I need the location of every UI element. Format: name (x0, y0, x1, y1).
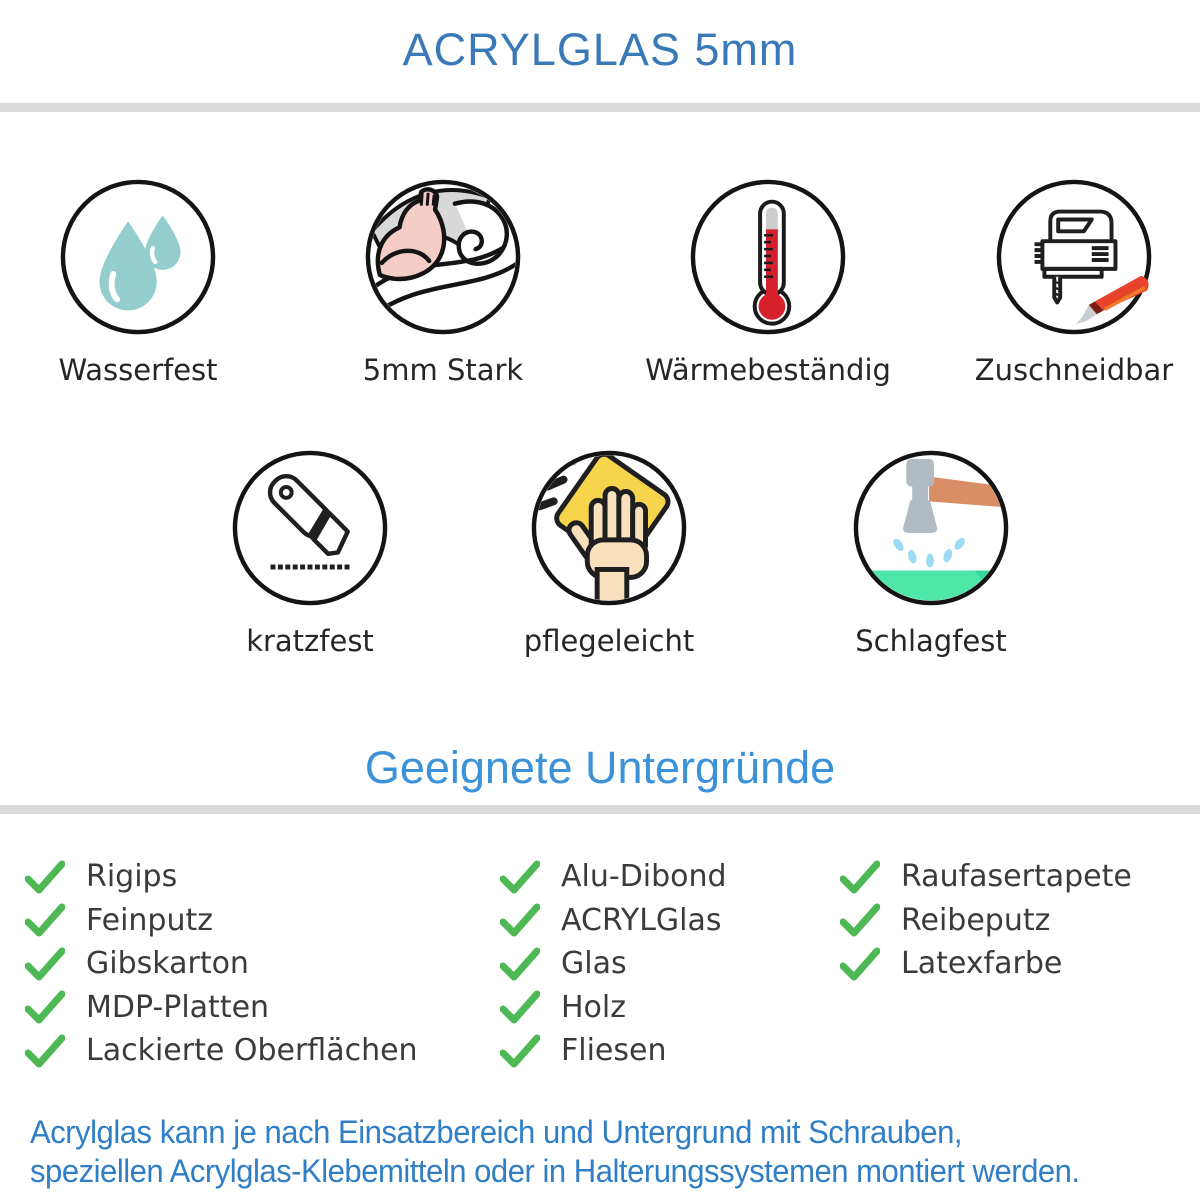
checkmark-icon (840, 903, 880, 937)
substrate-label: Raufasertapete (901, 859, 1132, 895)
substrate-column-3 (840, 855, 1132, 986)
feature-pflegeleicht (449, 449, 769, 658)
checkmark-icon (500, 990, 540, 1024)
substrate-label: MDP-Platten (86, 989, 270, 1025)
substrate-label: Latexfarbe (901, 946, 1063, 982)
list-item (500, 942, 727, 986)
list-item (500, 899, 727, 943)
list-item (25, 942, 418, 986)
checkmark-icon (500, 903, 540, 937)
list-item (500, 1029, 727, 1073)
checkmark-icon (500, 947, 540, 981)
checkmark-icon (25, 947, 65, 981)
list-item (840, 942, 1132, 986)
section-title-untergruende: Geeignete Untergründe (364, 742, 836, 793)
substrate-column-1 (25, 855, 418, 1073)
checkmark-icon (500, 860, 540, 894)
list-item (25, 899, 418, 943)
substrate-label: Alu-Dibond (561, 859, 727, 895)
mounting-note (30, 1113, 1080, 1191)
checkmark-icon (840, 947, 880, 981)
feature-label: Wärmebeständig (645, 353, 891, 387)
feature-waermebestaendig (608, 178, 928, 387)
feature-label: pflegeleicht (523, 624, 695, 658)
substrate-label: Lackierte Oberflächen (86, 1033, 418, 1069)
feature-label: Schlagfest (855, 624, 1007, 658)
checkmark-icon (25, 1034, 65, 1068)
divider (0, 103, 1200, 112)
substrate-label: Glas (561, 946, 627, 982)
substrate-label: Fliesen (561, 1033, 667, 1069)
divider (0, 805, 1200, 814)
mounting-note-line-2: speziellen Acrylglas-Klebemitteln oder in Halterungssystemen montiert werden. (30, 1153, 1080, 1189)
checkmark-icon (500, 1034, 540, 1068)
water-drops-icon (59, 178, 217, 336)
feature-label: Wasserfest (58, 353, 218, 387)
list-item (840, 899, 1132, 943)
feature-label: Zuschneidbar (974, 353, 1174, 387)
mounting-note-line-1: Acrylglas kann je nach Einsatzbereich und Untergrund mit Schrauben, (30, 1114, 963, 1150)
substrate-label: Gibskarton (86, 946, 249, 982)
hammer-icon (852, 449, 1010, 607)
feature-label: kratzfest (246, 624, 374, 658)
list-item (25, 1029, 418, 1073)
checkmark-icon (25, 990, 65, 1024)
substrate-label: Rigips (86, 859, 178, 895)
jigsaw-icon (995, 178, 1153, 336)
list-item (840, 855, 1132, 899)
list-item (25, 855, 418, 899)
utility-knife-icon (231, 449, 389, 607)
checkmark-icon (25, 903, 65, 937)
substrate-label: ACRYLGlas (561, 902, 722, 938)
cleaning-hand-icon (530, 449, 688, 607)
feature-label: 5mm Stark (362, 353, 524, 387)
muscle-arm-icon (364, 178, 522, 336)
feature-kratzfest (150, 449, 470, 658)
feature-wasserfest (0, 178, 298, 387)
checkmark-icon (25, 860, 65, 894)
feature-zuschneidbar (914, 178, 1200, 387)
thermometer-icon (689, 178, 847, 336)
list-item (500, 855, 727, 899)
checkmark-icon (840, 860, 880, 894)
substrate-label: Holz (561, 989, 626, 1025)
feature-5mm-stark (283, 178, 603, 387)
list-item (500, 986, 727, 1030)
substrate-label: Reibeputz (901, 902, 1051, 938)
substrate-label: Feinputz (86, 902, 213, 938)
substrate-column-2 (500, 855, 727, 1073)
list-item (25, 986, 418, 1030)
feature-schlagfest (771, 449, 1091, 658)
page-title: ACRYLGLAS 5mm (402, 24, 798, 75)
